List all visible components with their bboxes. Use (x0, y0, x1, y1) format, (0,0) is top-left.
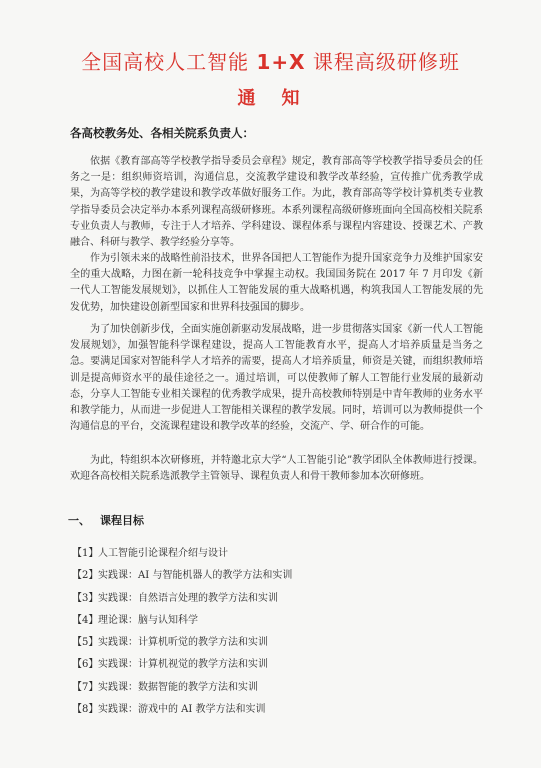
list-item (72, 632, 292, 654)
course-index: 【4】 (72, 614, 99, 626)
course-text: 实践课：AI 与智能机器人的教学方法和实训 (98, 570, 293, 582)
course-index: 【6】 (72, 659, 99, 671)
list-item (72, 699, 292, 721)
title-1x: 1+X (256, 50, 306, 74)
list-item (72, 654, 292, 676)
course-index: 【2】 (72, 570, 99, 582)
course-text: 实践课：计算机视觉的教学方法和实训 (98, 659, 268, 671)
course-text: 实践课：自然语言处理的教学方法和实训 (98, 592, 278, 604)
salutation: 各高校教务处、各相关院系负责人： (70, 126, 254, 140)
paragraph-intro: 依据《教育部高等学校教学指导委员会章程》规定，教育部高等学校教学指导委员会的任务之一是：组织师资培训，沟通信息，交流教学建设和教学改革经验，宣传推广优秀教学成果，为高等学校的教学建设和教学改革做好服务工作。为此，教育部高等学校计算机类专业教学指导委员会决定举办本系列课程高级研修班。本系列课程高级研修班面向全国高校相关院系专业负责人与教师，专注于人才培养、学科建设、课程体系与课程内容建设、授课艺术、产教融合、科研与教学、教学经验分享等。 (70, 156, 483, 249)
section-heading (68, 512, 144, 528)
course-text: 人工智能引论课程介绍与设计 (98, 548, 228, 559)
course-index: 【1】 (72, 548, 99, 559)
course-index: 【7】 (72, 681, 99, 693)
course-text: 实践课：计算机听觉的教学方法和实训 (98, 637, 268, 649)
course-index: 【3】 (72, 592, 99, 604)
course-index: 【5】 (72, 637, 99, 649)
title-prefix: 全国高校人工智能 (81, 50, 257, 74)
list-item (72, 543, 292, 565)
document-subtitle: 通知 (237, 88, 326, 109)
course-text: 实践课：游戏中的 AI 教学方法和实训 (98, 704, 266, 716)
list-item (72, 588, 292, 610)
section-title: 课程目标 (100, 514, 144, 527)
section-number: 一、 (68, 514, 90, 527)
course-text: 理论课：脑与认知科学 (98, 614, 198, 626)
title-suffix: 课程高级研修班 (305, 50, 460, 74)
list-item (72, 565, 292, 587)
document-title (0, 50, 541, 74)
paragraph-innovation: 为了加快创新步伐，全面实施创新驱动发展战略，进一步贯彻落实国家《新一代人工智能发展规划》，加强智能科学课程建设，提高人工智能教育水平，提高人才培养质量是当务之急。要满足国家对智能科学人才培养的需要，提高人才培养质量，师资是关键，而组织教师培训是提高师资水平的最佳途径之一。通过培训，可以使教师了解人工智能行业发展的最新动态，分享人工智能专业相关课程的优秀教学成果，提升高校教师特别是中青年教师的业务水平和教学能力，从而进一步促进人工智能相关课程的教学发展。同时，培训可以为教师提供一个沟通信息的平台，交流课程建设和教学改革的经验，交流产、学、研合作的可能。 (70, 324, 483, 433)
list-item (72, 677, 292, 699)
course-list (72, 543, 292, 721)
paragraph-strategy: 作为引领未来的战略性前沿技术，世界各国把人工智能作为提升国家竞争力及维护国家安全的重大战略，力图在新一轮科技竞争中掌握主动权。我国国务院在 2017 年 7 月印发《新一代人工智能发展规划》，以抓住人工智能发展的重大战略机遇，构筑我国人工智能发展的先发优势，加快建设创新型国家和世界科技强国的脚步。 (70, 253, 483, 313)
paragraph-invitation: 为此，特组织本次研修班，并特邀北京大学“人工智能引论”教学团队全体教师进行授课。欢迎各高校相关院系选派教学主管领导、课程负责人和骨干教师参加本次研修班。 (70, 455, 483, 483)
list-item (72, 610, 292, 632)
course-index: 【8】 (72, 704, 99, 716)
course-text: 实践课：数据智能的教学方法和实训 (98, 681, 258, 693)
